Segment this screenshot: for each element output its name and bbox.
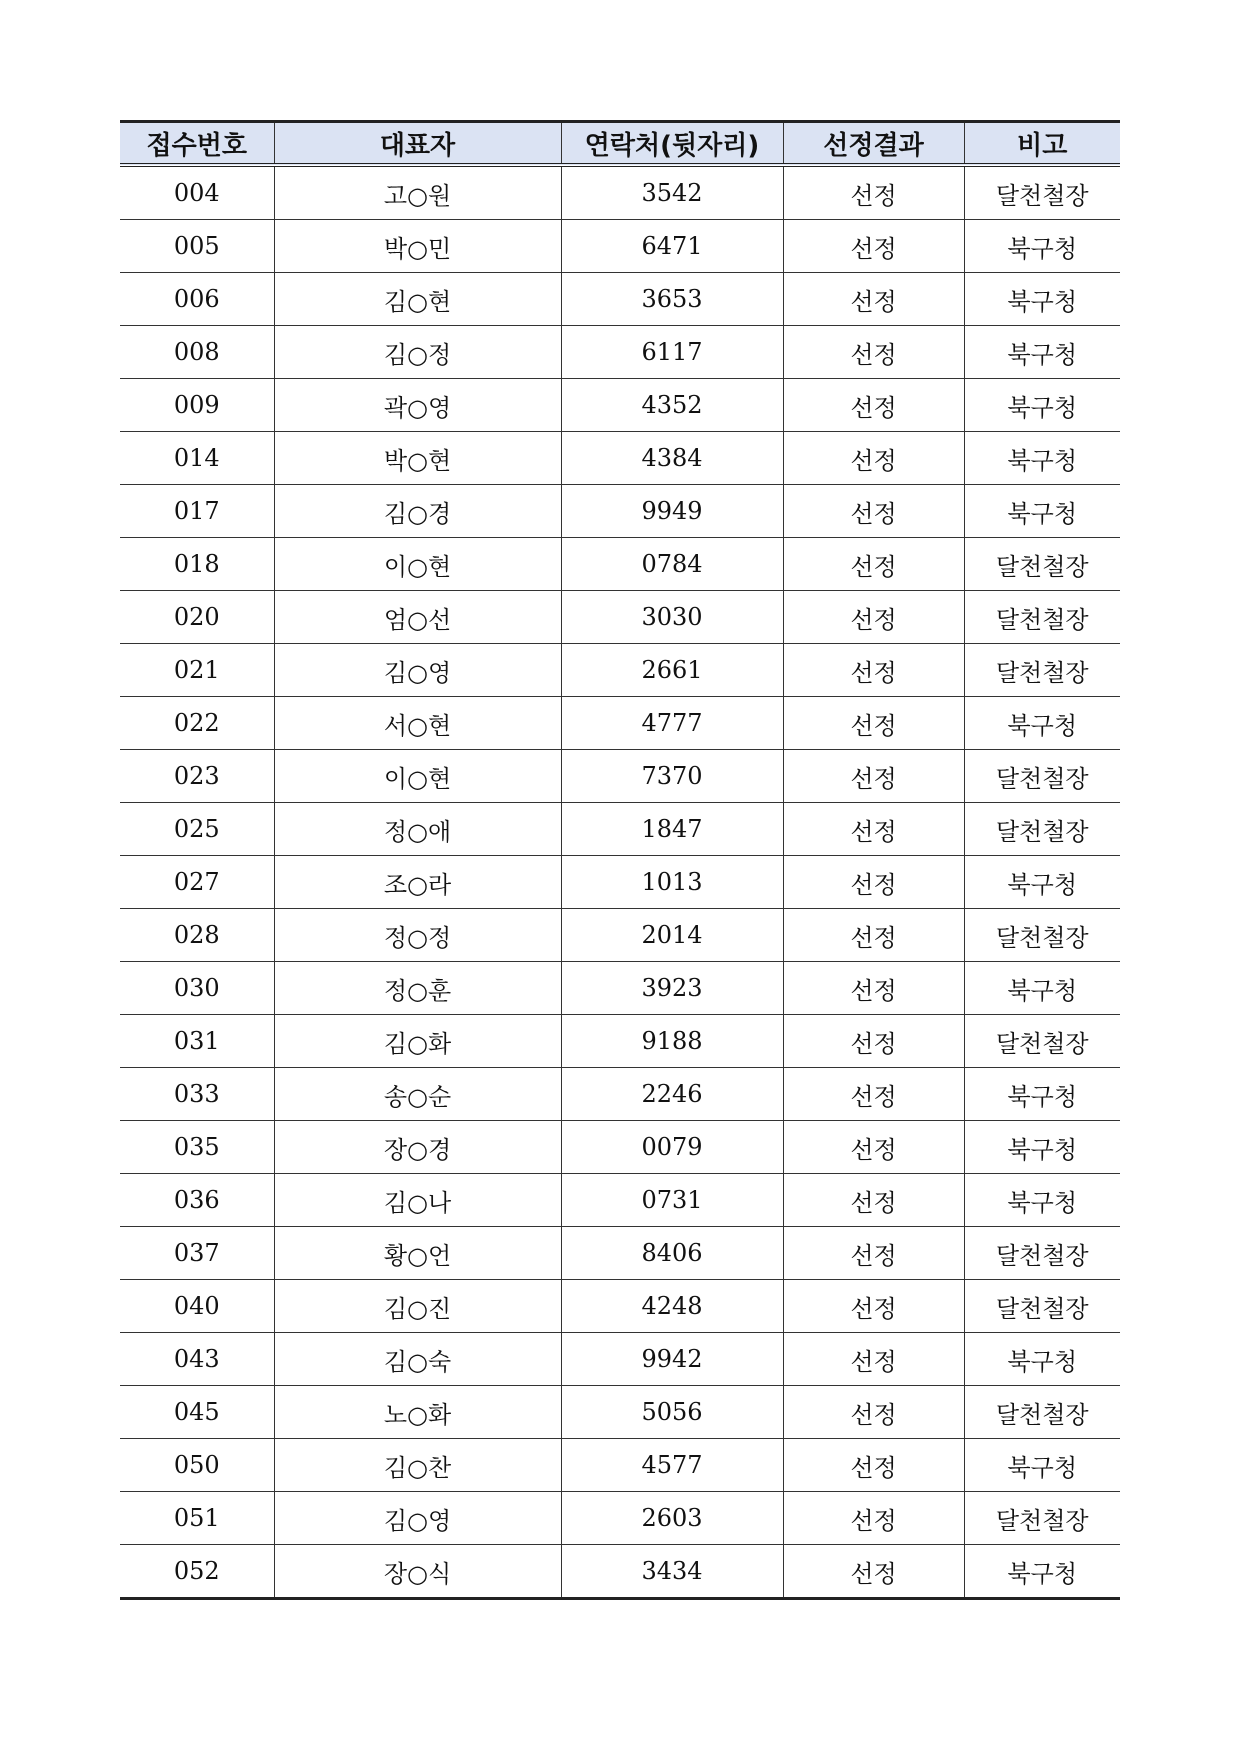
table-row xyxy=(120,220,1120,273)
receipt-number-cell: 036 xyxy=(120,1174,274,1227)
contact-cell: 2661 xyxy=(561,644,783,697)
result-cell: 선정 xyxy=(783,856,964,909)
contact-cell: 6117 xyxy=(561,326,783,379)
table-row xyxy=(120,165,1120,220)
representative-cell: 이○현 xyxy=(274,538,561,591)
table-row xyxy=(120,1015,1120,1068)
contact-cell: 0731 xyxy=(561,1174,783,1227)
contact-cell: 2246 xyxy=(561,1068,783,1121)
contact-cell: 9942 xyxy=(561,1333,783,1386)
remarks-cell: 북구청 xyxy=(964,1333,1120,1386)
representative-cell: 김○찬 xyxy=(274,1439,561,1492)
receipt-number-cell: 031 xyxy=(120,1015,274,1068)
remarks-cell: 북구청 xyxy=(964,856,1120,909)
remarks-cell: 북구청 xyxy=(964,1068,1120,1121)
receipt-number-cell: 021 xyxy=(120,644,274,697)
result-cell: 선정 xyxy=(783,1545,964,1599)
result-cell: 선정 xyxy=(783,432,964,485)
remarks-cell: 달천철장 xyxy=(964,1280,1120,1333)
representative-cell: 장○식 xyxy=(274,1545,561,1599)
result-cell: 선정 xyxy=(783,962,964,1015)
representative-cell: 김○화 xyxy=(274,1015,561,1068)
contact-cell: 4384 xyxy=(561,432,783,485)
contact-cell: 8406 xyxy=(561,1227,783,1280)
selection-results-table xyxy=(120,120,1120,1600)
contact-cell: 0079 xyxy=(561,1121,783,1174)
receipt-number-cell: 006 xyxy=(120,273,274,326)
result-cell: 선정 xyxy=(783,1280,964,1333)
remarks-cell: 북구청 xyxy=(964,273,1120,326)
remarks-cell: 달천철장 xyxy=(964,538,1120,591)
representative-cell: 정○훈 xyxy=(274,962,561,1015)
receipt-number-cell: 051 xyxy=(120,1492,274,1545)
table-row xyxy=(120,856,1120,909)
receipt-number-cell: 023 xyxy=(120,750,274,803)
receipt-number-cell: 052 xyxy=(120,1545,274,1599)
remarks-cell: 북구청 xyxy=(964,962,1120,1015)
result-cell: 선정 xyxy=(783,1227,964,1280)
representative-cell: 김○영 xyxy=(274,1492,561,1545)
representative-cell: 서○현 xyxy=(274,697,561,750)
result-cell: 선정 xyxy=(783,1439,964,1492)
receipt-number-cell: 033 xyxy=(120,1068,274,1121)
contact-cell: 3542 xyxy=(561,165,783,220)
table-row xyxy=(120,803,1120,856)
receipt-number-cell: 025 xyxy=(120,803,274,856)
remarks-cell: 달천철장 xyxy=(964,1492,1120,1545)
table-row xyxy=(120,909,1120,962)
remarks-cell: 달천철장 xyxy=(964,165,1120,220)
table-row xyxy=(120,1492,1120,1545)
table-row xyxy=(120,1386,1120,1439)
remarks-cell: 달천철장 xyxy=(964,591,1120,644)
receipt-number-cell: 050 xyxy=(120,1439,274,1492)
receipt-number-cell: 008 xyxy=(120,326,274,379)
remarks-cell: 북구청 xyxy=(964,1174,1120,1227)
contact-cell: 4777 xyxy=(561,697,783,750)
remarks-cell: 달천철장 xyxy=(964,1015,1120,1068)
contact-cell: 3030 xyxy=(561,591,783,644)
result-cell: 선정 xyxy=(783,1015,964,1068)
representative-cell: 김○숙 xyxy=(274,1333,561,1386)
result-cell: 선정 xyxy=(783,1492,964,1545)
remarks-cell: 달천철장 xyxy=(964,1386,1120,1439)
result-cell: 선정 xyxy=(783,1121,964,1174)
table-row xyxy=(120,485,1120,538)
table-header xyxy=(120,122,1120,166)
representative-cell: 김○정 xyxy=(274,326,561,379)
receipt-number-cell: 005 xyxy=(120,220,274,273)
contact-cell: 3653 xyxy=(561,273,783,326)
representative-cell: 박○현 xyxy=(274,432,561,485)
contact-cell: 9949 xyxy=(561,485,783,538)
receipt-number-cell: 045 xyxy=(120,1386,274,1439)
header-remarks: 비고 xyxy=(964,122,1120,166)
remarks-cell: 달천철장 xyxy=(964,750,1120,803)
header-row xyxy=(120,122,1120,166)
representative-cell: 김○경 xyxy=(274,485,561,538)
remarks-cell: 달천철장 xyxy=(964,1227,1120,1280)
table-row xyxy=(120,538,1120,591)
table-row xyxy=(120,1227,1120,1280)
selection-results-table-container xyxy=(120,120,1120,1600)
result-cell: 선정 xyxy=(783,1333,964,1386)
result-cell: 선정 xyxy=(783,379,964,432)
contact-cell: 2014 xyxy=(561,909,783,962)
receipt-number-cell: 037 xyxy=(120,1227,274,1280)
remarks-cell: 북구청 xyxy=(964,1121,1120,1174)
result-cell: 선정 xyxy=(783,1386,964,1439)
result-cell: 선정 xyxy=(783,220,964,273)
remarks-cell: 북구청 xyxy=(964,432,1120,485)
table-row xyxy=(120,1174,1120,1227)
result-cell: 선정 xyxy=(783,485,964,538)
remarks-cell: 달천철장 xyxy=(964,644,1120,697)
representative-cell: 이○현 xyxy=(274,750,561,803)
table-row xyxy=(120,273,1120,326)
receipt-number-cell: 030 xyxy=(120,962,274,1015)
table-row xyxy=(120,1280,1120,1333)
remarks-cell: 북구청 xyxy=(964,220,1120,273)
contact-cell: 7370 xyxy=(561,750,783,803)
table-row xyxy=(120,1121,1120,1174)
representative-cell: 곽○영 xyxy=(274,379,561,432)
receipt-number-cell: 009 xyxy=(120,379,274,432)
contact-cell: 3923 xyxy=(561,962,783,1015)
contact-cell: 9188 xyxy=(561,1015,783,1068)
contact-cell: 4577 xyxy=(561,1439,783,1492)
header-representative: 대표자 xyxy=(274,122,561,166)
result-cell: 선정 xyxy=(783,697,964,750)
receipt-number-cell: 040 xyxy=(120,1280,274,1333)
receipt-number-cell: 022 xyxy=(120,697,274,750)
header-receipt-number: 접수번호 xyxy=(120,122,274,166)
contact-cell: 4248 xyxy=(561,1280,783,1333)
result-cell: 선정 xyxy=(783,326,964,379)
receipt-number-cell: 027 xyxy=(120,856,274,909)
receipt-number-cell: 020 xyxy=(120,591,274,644)
contact-cell: 1847 xyxy=(561,803,783,856)
representative-cell: 엄○선 xyxy=(274,591,561,644)
header-result: 선정결과 xyxy=(783,122,964,166)
receipt-number-cell: 028 xyxy=(120,909,274,962)
table-row xyxy=(120,432,1120,485)
representative-cell: 김○나 xyxy=(274,1174,561,1227)
result-cell: 선정 xyxy=(783,1174,964,1227)
receipt-number-cell: 043 xyxy=(120,1333,274,1386)
representative-cell: 노○화 xyxy=(274,1386,561,1439)
table-row xyxy=(120,644,1120,697)
contact-cell: 5056 xyxy=(561,1386,783,1439)
result-cell: 선정 xyxy=(783,538,964,591)
representative-cell: 정○애 xyxy=(274,803,561,856)
representative-cell: 박○민 xyxy=(274,220,561,273)
representative-cell: 김○진 xyxy=(274,1280,561,1333)
table-row xyxy=(120,591,1120,644)
receipt-number-cell: 017 xyxy=(120,485,274,538)
receipt-number-cell: 018 xyxy=(120,538,274,591)
representative-cell: 김○영 xyxy=(274,644,561,697)
result-cell: 선정 xyxy=(783,750,964,803)
table-body xyxy=(120,165,1120,1599)
remarks-cell: 북구청 xyxy=(964,326,1120,379)
representative-cell: 장○경 xyxy=(274,1121,561,1174)
contact-cell: 3434 xyxy=(561,1545,783,1599)
receipt-number-cell: 035 xyxy=(120,1121,274,1174)
result-cell: 선정 xyxy=(783,591,964,644)
receipt-number-cell: 004 xyxy=(120,165,274,220)
remarks-cell: 달천철장 xyxy=(964,909,1120,962)
result-cell: 선정 xyxy=(783,165,964,220)
table-row xyxy=(120,962,1120,1015)
remarks-cell: 북구청 xyxy=(964,697,1120,750)
remarks-cell: 북구청 xyxy=(964,1545,1120,1599)
remarks-cell: 북구청 xyxy=(964,1439,1120,1492)
table-row xyxy=(120,1439,1120,1492)
remarks-cell: 달천철장 xyxy=(964,803,1120,856)
remarks-cell: 북구청 xyxy=(964,379,1120,432)
result-cell: 선정 xyxy=(783,803,964,856)
table-row xyxy=(120,750,1120,803)
header-contact: 연락처(뒷자리) xyxy=(561,122,783,166)
contact-cell: 2603 xyxy=(561,1492,783,1545)
result-cell: 선정 xyxy=(783,909,964,962)
representative-cell: 황○언 xyxy=(274,1227,561,1280)
representative-cell: 정○정 xyxy=(274,909,561,962)
result-cell: 선정 xyxy=(783,644,964,697)
contact-cell: 0784 xyxy=(561,538,783,591)
contact-cell: 4352 xyxy=(561,379,783,432)
representative-cell: 송○순 xyxy=(274,1068,561,1121)
table-row xyxy=(120,326,1120,379)
table-row xyxy=(120,1068,1120,1121)
remarks-cell: 북구청 xyxy=(964,485,1120,538)
representative-cell: 김○현 xyxy=(274,273,561,326)
table-row xyxy=(120,697,1120,750)
result-cell: 선정 xyxy=(783,1068,964,1121)
table-row xyxy=(120,1333,1120,1386)
representative-cell: 조○라 xyxy=(274,856,561,909)
representative-cell: 고○원 xyxy=(274,165,561,220)
contact-cell: 6471 xyxy=(561,220,783,273)
receipt-number-cell: 014 xyxy=(120,432,274,485)
contact-cell: 1013 xyxy=(561,856,783,909)
table-row xyxy=(120,1545,1120,1599)
table-row xyxy=(120,379,1120,432)
result-cell: 선정 xyxy=(783,273,964,326)
